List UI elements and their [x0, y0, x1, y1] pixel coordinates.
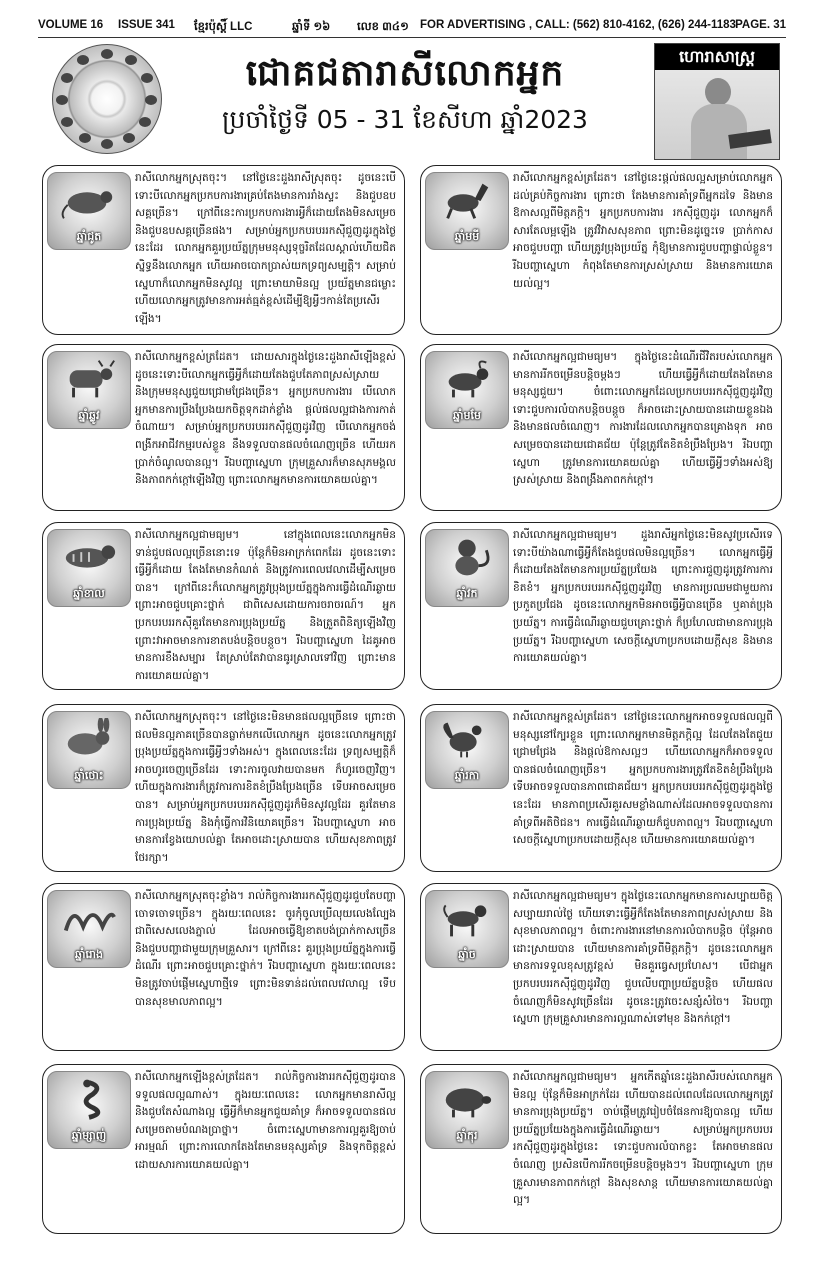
sign-box-rat: [42, 165, 405, 335]
sign-box-rabbit: [42, 704, 405, 872]
advertising-label: FOR ADVERTISING , CALL: (562) 810-4162, (626) 244-1183: [420, 19, 736, 31]
issue-label: ISSUE 341: [118, 19, 175, 31]
rabbit-icon: ឆ្នាំថោះ: [47, 711, 131, 789]
goat-icon: ឆ្នាំមមែ: [425, 351, 509, 429]
page-title: ជោគជតារាសីលោកអ្នក: [245, 53, 565, 94]
horse-icon: ឆ្នាំមមី: [425, 172, 509, 250]
sign-box-tiger: [42, 522, 405, 690]
page-subtitle: ប្រចាំថ្ងៃទី 05 - 31 ខែសីហា ឆ្នាំ2023: [222, 105, 588, 134]
khmer-issue-label: លេខ ៣៤១: [357, 21, 409, 33]
sign-box-snake: [42, 1064, 405, 1234]
header-divider: [38, 37, 786, 38]
sign-text-rat: រាសីលោកអ្នកស្រុតចុះ។ នៅថ្ងៃនេះដួងរាសីស្រុតចុះ ដូចនេះបើទោះបីលោកអ្នកប្រកបការងារគ្រប់តែងមានការរាំងស្ទះ និងជួបឧបសគ្គច្រើន។ ក្រៅពីនេះការប្រកបការងារអ្វីក៏ដោយតែងមិនសម្រេច និងជួបឧបសគ្គច្រើនផង។ សម្រាប់អ្នកប្រកបរបររកស៊ីជួញដូរក្នុងថ្ងៃនេះដែរ លោកអ្នកគួរប្រយ័ត្នក្រុមមនុស្សទុច្ចរិតដែលស្គាល់ហើយជិតស្និទ្ធនឹងលោកអ្នក ហើយអាចបោកប្រាស់យកទ្រព្យសម្បត្តិ។ សម្រាប់ស្នេហាក៏លោកអ្នកមិនសូវល្អ ព្រោះមាយាមិនល្អ ប្រយ័ត្នមានជម្លោះ ហើយលោកអ្នកត្រូវមានការអត់ធ្មត់ខ្ពស់ដើម្បីឱ្យអ្វីៗកាន់តែប្រសើរឡើង។: [135, 172, 396, 325]
sign-text-snake: រាសីលោកអ្នកឡើងខ្ពស់ត្រដែត។ រាល់កិច្ចការងាររកស៊ីជួញដូរបានទទួលផលល្អណាស់។ ក្នុងរយៈពេលនេះ លោកអ្នកមានរាសីល្អ និងជួបតែសំណាងល្អ ធ្វើអ្វីក៏មានអ្នកជួយគាំទ្រ ក៏អាចទទួលបានផលសម្រេចតាមបំណងប្រាថ្នា។ ចំពោះស្នេហាមានការល្អគួរឱ្យចាប់អារម្មណ៍ ព្រោះការលោកតែងតែមានមនុស្សគាំទ្រ និងទុកចិត្តខ្ពស់ ដោយសារការយោគយល់គ្នា។: [135, 1071, 396, 1171]
dog-icon: ឆ្នាំច: [425, 890, 509, 968]
sign-text-rooster: រាសីលោកអ្នកខ្ពស់ត្រដែត។ នៅថ្ងៃនេះលោកអ្នកអាចទទួលផលល្អពីមនុស្សនៅក្បែរខ្លួន ព្រោះលោកអ្នកមានមិត្តភក្តិល្អ ដែលតែងតែជួយជ្រោមជ្រែង និងផ្តល់ឱកាសល្អៗ ហើយលោកអ្នកក៏អាចទទួលបានផលចំណេញច្រើន។ អ្នកប្រកបការងារត្រូវតែខិតខំប្រឹងប្រែង ទើបអាចទទួលបានភាពជោគជ័យ។ អ្នកប្រកបរបររកស៊ីជួញដូរក្នុងថ្ងៃនេះដែរ មានភាពប្រសើរគួរសមខ្លាំងណាស់ដែលអាចទទួលបានការគាំទ្រពីអតិថិជន។ ការធ្វើដំណើរឆ្ងាយក៏ជួបភាពល្អ។ រីឯបញ្ហាស្នេហា សេចក្តីស្នេហាប្រកបដោយក្តីសុខ ហើយមានការយោគយល់គ្នា។: [513, 711, 773, 847]
page-number: PAGE. 31: [735, 19, 786, 31]
sign-text-ox: រាសីលោកអ្នកខ្ពស់ត្រដែត។ ដោយសារក្នុងថ្ងៃនេះដួងរាសីឡើងខ្ពស់ ដូចនេះទោះបីលោកអ្នកធ្វើអ្វីក៏ដោយតែងជួបតែភាពស្រស់ស្រាយ និងក្រុមមនុស្សជួយជ្រោមជ្រែងច្រើន។ អ្នកប្រកបការងារ បើលោកអ្នកមានការប្រឹងប្រែងយកចិត្តទុកដាក់ខ្លាំង ផ្តល់ផលល្អជាងការកាត់ចំណាយ។ សម្រាប់អ្នកប្រកបរបររកស៊ីជួញដូរវិញ បើលោកអ្នកចង់ពង្រីកអាជីវកម្មរបស់ខ្លួន នឹងទទួលបានផលចំណេញច្រើន ហើយរកប្រាក់ចំណូលបានល្អ។ រីឯបញ្ហាស្នេហា ក្រុមគ្រួសារក៏មានសុភមង្គលនិងភាពកក់ក្តៅឡើងវិញ ព្រោះលោកអ្នកមានការយោគយល់គ្នា។: [135, 351, 396, 487]
rooster-icon: ឆ្នាំរកា: [425, 711, 509, 789]
snake-icon: ឆ្នាំម្សាញ់: [47, 1071, 131, 1149]
header-bar: [38, 19, 786, 35]
astrologer-body-icon: [691, 104, 747, 160]
sign-text-horse: រាសីលោកអ្នកខ្ពស់ត្រដែត។ នៅថ្ងៃនេះផ្តល់ផលល្អសម្រាប់លោកអ្នកដល់គ្រប់កិច្ចការងារ ព្រោះថា តែងមានការគាំទ្រពីអ្នកដទៃ និងមានឱកាសល្អពីមិត្តភក្តិ។ អ្នកប្រកបការងារ រកស៊ីជួញដូរ លោកអ្នកក៏សារតែលម្អឡើង ត្រូវវិវាសសុខភាព ព្រោះមិនដូច្នេះទេ ប្រាក់កាសអាចជួបបញ្ហា ហើយត្រូវប្រុងប្រយ័ត្ន កុំឱ្យមានការជួបបញ្ហាផ្ទាល់ខ្លួន។ រីឯបញ្ហាស្នេហា កំពុងតែមានការស្រស់ស្រាយ និងមានការយោគយល់ល្អ។: [513, 172, 773, 290]
monkey-icon: ឆ្នាំវក: [425, 529, 509, 607]
dragon-icon: ឆ្នាំរោង: [47, 890, 131, 968]
sign-box-horse: [420, 165, 782, 335]
sign-text-pig: រាសីលោកអ្នកល្អជាមធ្យម។ អ្នកកើតឆ្នាំនេះដួងរាសីរបស់លោកអ្នកមិនល្អ ប៉ុន្តែក៏មិនអាក្រក់ដែរ ហើយបានដល់ពេលដែលលោកអ្នកត្រូវមានការប្រុងប្រយ័ត្ន។ ចាប់ផ្តើមត្រូវរៀបចំផែនការឱ្យបានល្អ ហើយប្រយ័ត្នប្រយែងក្នុងការធ្វើដំណើរឆ្ងាយ។ សម្រាប់អ្នកប្រកបរបររកស៊ីជួញដូរក្នុងថ្ងៃនេះ ទោះជួបការលំបាកខ្លះ តែអាចមានផលចំណេញ ប្រសិនបើការរីកចម្រើនបន្តិចម្តងៗ។ រីឯបញ្ហាស្នេហា ក្រុមគ្រួសារមានភាពកក់ក្តៅ និងសុខសាន្ត ហើយមានការយោគយល់គ្នាល្អ។: [513, 1071, 773, 1207]
tiger-icon: ឆ្នាំខាល: [47, 529, 131, 607]
sign-box-pig: [420, 1064, 782, 1234]
ox-icon: ឆ្នាំឆ្លូវ: [47, 351, 131, 429]
sign-box-monkey: [420, 522, 782, 690]
sign-box-dog: [420, 883, 782, 1051]
sign-text-tiger: រាសីលោកអ្នកល្អជាមធ្យម។ នៅក្នុងពេលនេះលោកអ្នកមិនទាន់ជួបផលល្អច្រើននោះទេ ប៉ុន្តែក៏មិនអាក្រក់ពេកដែរ ដូចនេះទោះធ្វើអ្វីក៏ដោយ តែងតែមានកំណត់ និងត្រូវការពេលវេលាដើម្បីសម្រេចបាន។ ក្រៅពីនេះក៏លោកអ្នកត្រូវប្រុងប្រយ័ត្នក្នុងការធ្វើដំណើរឆ្ងាយ ព្រោះអាចជួបគ្រោះថ្នាក់ ជាពិសេសដោយការចរាចរណ៍។ អ្នកប្រកបរបររកស៊ីគួរតែមានការប្រុងប្រយ័ត្ន និងត្រួតពិនិត្យឡើងវិញ ព្រោះវាអាចមានការខាតបង់បន្តិចបន្តួច។ រីឯបញ្ហាស្នេហា ដៃគូអាចមានការខឹងសម្បារ តែស្រាប់តែវាបានធូរស្រាលទៅវិញ ព្រោះមានការយោគយល់គ្នា។: [135, 529, 396, 682]
khmer-year-label: ឆ្នាំទី ១៦: [292, 21, 331, 33]
volume-label: VOLUME 16: [38, 19, 104, 31]
sign-text-goat: រាសីលោកអ្នកល្អជាមធ្យម។ ក្នុងថ្ងៃនេះដំណើរជីវិតរបស់លោកអ្នកមានការរីកចម្រើនបន្តិចម្តងៗ ហើយធ្វើអ្វីក៏ដោយតែងតែមានមនុស្សជួយ។ ចំពោះលោកអ្នកដែលប្រកបរបររកស៊ីជួញដូរវិញ ទោះជួបការលំបាកបន្តិចបន្តួច ក៏អាចដោះស្រាយបានដោយខ្លួនឯង និងមានផលចំណេញ។ ការងារដែលលោកអ្នកបានគ្រោងទុក អាចសម្រេចបានដោយជោគជ័យ ប៉ុន្តែត្រូវតែខិតខំប្រឹងប្រែង។ រីឯបញ្ហាស្នេហា ត្រូវមានការយោគយល់គ្នា ហើយធ្វើអ្វីៗទាំងអស់ឱ្យស្រស់ស្រាយ និងពង្រឹងភាពកក់ក្តៅ។: [513, 351, 773, 487]
sign-text-dragon: រាសីលោកអ្នកស្រុតចុះខ្លាំង។ រាល់កិច្ចការងាររកស៊ីជួញដូរជួបតែបញ្ហាចោទចោទច្រើន។ ក្នុងរយៈពេលនេះ ចូរកុំចូលប្រើលុយលេងល្បែង ជាពិសេសលេងភ្នាល់ ដែលអាចធ្វើឱ្យខាតបង់ប្រាក់កាសច្រើន និងជួបបញ្ហាជាមួយក្រុមគ្រួសារ។ ក្រៅពីនេះ គួរប្រុងប្រយ័ត្នក្នុងការធ្វើដំណើរ ព្រោះអាចជួបគ្រោះថ្នាក់។ រីឯបញ្ហាស្នេហា ក្នុងរយៈពេលនេះមិនត្រូវចាប់ផ្តើមស្នេហាថ្មីទេ ព្រោះមិនទាន់ដល់ពេលវេលាល្អ ទើបបានសុខមាលភាពល្អ។: [135, 890, 396, 1008]
sign-text-monkey: រាសីលោកអ្នកល្អជាមធ្យម។ ដួងរាសីអ្នកថ្ងៃនេះមិនសូវប្រសើរទេ ទោះបីយ៉ាងណាធ្វើអ្វីក៏តែងជួបផលមិនល្អច្រើន។ លោកអ្នកធ្វើអ្វីក៏ដោយតែងតែមានការប្រយ័ត្នប្រយែង ព្រោះការជួញដូរត្រូវការការខិតខំ។ អ្នកប្រកបរបររកស៊ីជួញដូរវិញ មានការប្រឈមជាមួយការប្រកួតប្រជែង ដូចនេះលោកអ្នកមិនអាចធ្វើអ្វីបានច្រើន ឬគាត់ប្រុងប្រយ័ត្ន។ ការធ្វើដំណើរឆ្ងាយជួបគ្រោះថ្នាក់ ក៏ប្រហែលជាមានការប្រុងប្រយ័ត្ន។ រីឯបញ្ហាស្នេហា សេចក្តីស្នេហាប្រកបដោយក្តីសុខ និងមានការយោគយល់គ្នា។: [513, 529, 773, 665]
sign-box-rooster: [420, 704, 782, 872]
astrologer-illustration: [654, 43, 780, 160]
sign-text-dog: រាសីលោកអ្នកល្អជាមធ្យម។ ក្នុងថ្ងៃនេះលោកអ្នកមានការសប្បាយចិត្ត សប្បាយរាល់ថ្ងៃ ហើយទោះធ្វើអ្វីក៏តែងតែមានភាពស្រស់ស្រាយ និងសុខមាលភាពល្អ។ ចំពោះការងារនៅមានការលំបាកបន្តិច ប៉ុន្តែអាចដោះស្រាយបាន ហើយមានការគាំទ្រពីមិត្តភក្តិ។ ដូចនេះលោកអ្នកមានការទទួលខុសត្រូវខ្ពស់ មិនគួរធ្វេសប្រហែស។ បើជាអ្នកប្រកបរបររកស៊ីជួញដូរវិញ ជួបលើបញ្ហាប្រយ័ត្នបន្តិច ហើយផលចំណេញក៏មិនសូវច្រើនដែរ ដូចនេះត្រូវចេះសន្សំសំចៃ។ រីឯបញ្ហាស្នេហា ក្រុមគ្រួសារមានការល្អណាស់ទៅមុខ និងកក់ក្តៅ។: [513, 890, 773, 1026]
zodiac-wheel-icon: [52, 44, 162, 154]
brand-label: ខ្មែរប៉ុស្តិ៍ LLC: [194, 21, 253, 33]
sign-text-rabbit: រាសីលោកអ្នកស្រុតចុះ។ នៅថ្ងៃនេះមិនមានផលល្អច្រើនទេ ព្រោះថា ផលមិនល្អភាគច្រើនបានធ្លាក់មកលើលោកអ្នក ដូចនេះលោកអ្នកត្រូវប្រុងប្រយ័ត្នក្នុងការធ្វើអ្វីៗទាំងអស់។ ក្នុងពេលនេះដែរ ទ្រព្យសម្បត្តិក៏អាចហូរចេញច្រើនដែរ ទោះការចូលវាយបានមក ក៏ហូរចេញវិញ។ ហើយក្នុងការងារក៏ត្រូវការការខិតខំប្រឹងប្រែងច្រើន ទើបអាចសម្រេចបាន។ សម្រាប់អ្នកប្រកបរបររកស៊ីជួញដូរក៏មិនសូវល្អដែរ គួរតែមានការប្រុងប្រយ័ត្ន និងកុំធ្វើការវិនិយោគច្រើន។ រីឯបញ្ហាស្នេហា អាចមានការខ្វែងយោបល់គ្នា តែអាចដោះស្រាយបាន ហើយសុខភាពត្រូវថែរក្សា។: [135, 711, 396, 864]
sign-box-dragon: [42, 883, 405, 1051]
sign-box-ox: [42, 344, 405, 511]
astrology-badge: ហោរាសាស្ត្រ: [655, 44, 779, 70]
rat-icon: ឆ្នាំជូត: [47, 172, 131, 250]
pig-icon: ឆ្នាំកុរ: [425, 1071, 509, 1149]
astrologer-head-icon: [705, 78, 731, 106]
sign-box-goat: [420, 344, 782, 511]
